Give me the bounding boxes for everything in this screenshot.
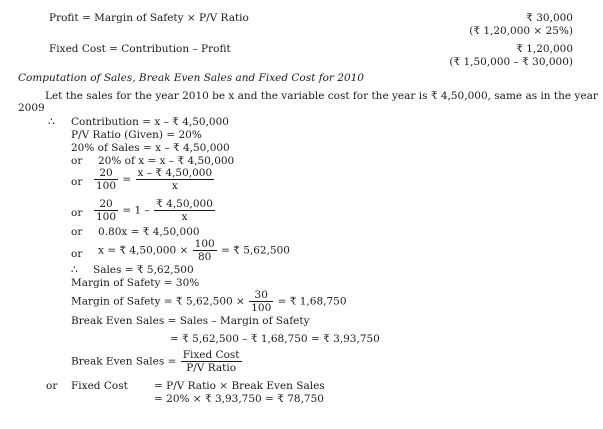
step-contribution: Contribution = x – ₹ 4,50,000 — [71, 116, 229, 128]
fixed-cost-label: Fixed Cost — [71, 380, 128, 392]
step-fraction-eq-1: $\frac{20}{100}$ = $\frac{x - ₹ 4,50,000}{x}$ — [96, 167, 213, 192]
or-label: or — [71, 226, 83, 238]
step-sales: Sales = ₹ 5,62,500 — [93, 264, 194, 276]
or-label: or — [71, 207, 83, 219]
fraction: $\frac{20}{100}$ — [96, 167, 117, 192]
section-heading: Computation of Sales, Break Even Sales and Fixed Cost for 2010 — [18, 72, 364, 84]
step-fraction-eq-2: $\frac{20}{100}$ = 1 – $\frac{₹ 4,50,000}{x}$ — [96, 198, 213, 223]
profit-value: ₹ 30,000 — [526, 12, 573, 24]
fixed-cost-calc: (₹ 1,50,000 – ₹ 30,000) — [449, 56, 573, 68]
intro-line-2: 2009 — [18, 102, 45, 114]
fraction: $\frac{30}{100}$ — [251, 289, 272, 314]
step-bes-fixed-cost: Break Even Sales = $\frac{\text{Fixed Cost}}{\text{P/V Ratio}}$ — [71, 349, 240, 374]
step-bes-calc: = ₹ 5,62,500 – ₹ 1,68,750 = ₹ 3,93,750 — [170, 333, 380, 345]
fixed-cost-value: ₹ 1,20,000 — [516, 43, 573, 55]
or-label: or — [71, 155, 83, 167]
fraction: $\frac{20}{100}$ — [96, 198, 117, 223]
therefore-symbol: ∴ — [71, 264, 78, 276]
or-label: or — [71, 176, 83, 188]
profit-calc: (₹ 1,20,000 × 25%) — [469, 25, 573, 37]
step-fc-calc: = 20% × ₹ 3,93,750 = ₹ 78,750 — [154, 393, 324, 405]
step-pv-ratio: P/V Ratio (Given) = 20% — [71, 129, 202, 141]
fraction: $\frac{₹ 4,50,000}{x}$ — [156, 198, 213, 223]
therefore-symbol: ∴ — [48, 116, 55, 128]
intro-line-1: Let the sales for the year 2010 be x and the variable cost for the year is ₹ 4,50,000, same as in the year — [45, 90, 598, 102]
step-0-80x: 0.80x = ₹ 4,50,000 — [98, 226, 200, 238]
fraction: $\frac{x - ₹ 4,50,000}{x}$ — [137, 167, 213, 192]
step-20pct-sales: 20% of Sales = x – ₹ 4,50,000 — [71, 142, 230, 154]
step-fc-formula: = P/V Ratio × Break Even Sales — [154, 380, 325, 392]
or-label: or — [46, 380, 58, 392]
step-mos-calc: Margin of Safety = ₹ 5,62,500 × $\frac{30}{100}$ = ₹ 1,68,750 — [71, 289, 347, 314]
step-mos-pct: Margin of Safety = 30% — [71, 277, 200, 289]
step-solve-x: x = ₹ 4,50,000 × $\frac{100}{80}$ = ₹ 5,62,500 — [98, 238, 290, 263]
fraction: $\frac{\text{Fixed Cost}}{\text{P/V Ratio}}$ — [182, 349, 240, 374]
fraction: $\frac{100}{80}$ — [194, 238, 215, 263]
fixed-cost-formula: Fixed Cost = Contribution – Profit — [49, 43, 231, 55]
profit-formula: Profit = Margin of Safety × P/V Ratio — [49, 12, 249, 24]
step-bes-formula: Break Even Sales = Sales – Margin of Safety — [71, 315, 310, 327]
step-20pct-x: 20% of x = x – ₹ 4,50,000 — [98, 155, 235, 167]
or-label: or — [71, 248, 83, 260]
